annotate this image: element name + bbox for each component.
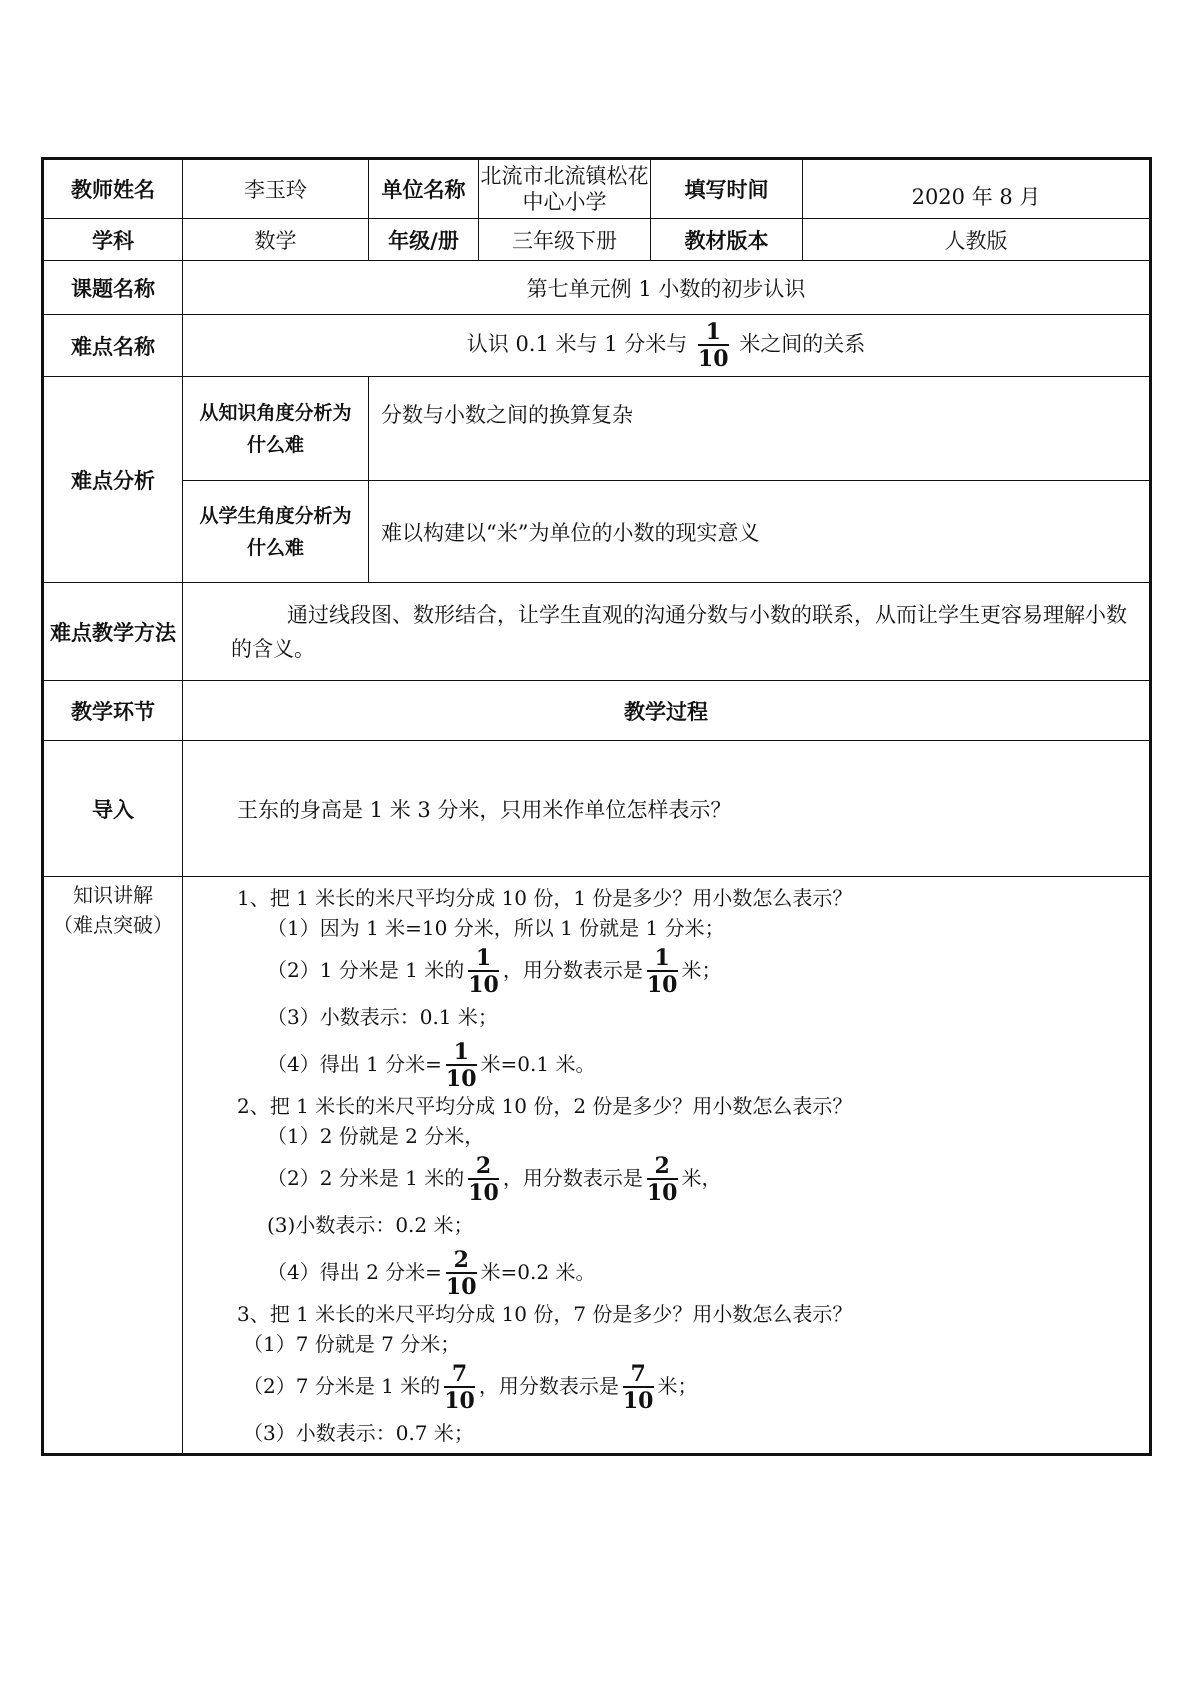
topic-label: 课题名称 <box>43 261 183 315</box>
process-content-header: 教学过程 <box>183 681 1151 741</box>
fraction-denominator: 10 <box>444 1388 475 1414</box>
topic-row <box>43 261 1151 315</box>
unit-value <box>479 159 651 219</box>
s2-fraction-c <box>446 1249 477 1298</box>
fraction-denominator: 10 <box>646 972 678 998</box>
method-label: 难点教学方法 <box>43 583 183 681</box>
grade-label: 年级/册 <box>369 219 479 261</box>
s2-step4-post: 米=0.2 米。 <box>480 1260 596 1284</box>
knowledge-label-line2: （难点突破） <box>53 913 173 937</box>
fraction-numerator: 1 <box>647 947 678 972</box>
s3-step2-mid: ，用分数表示是 <box>478 1374 619 1398</box>
s2-step3: (3)小数表示：0.2 米； <box>267 1213 474 1237</box>
knowledge-angle-line2: 什么难 <box>246 433 304 456</box>
difficulty-fraction <box>698 321 729 370</box>
lesson-plan-form <box>41 157 1149 1456</box>
date-value: 2020 年 8 月 <box>803 159 1151 219</box>
student-angle-label <box>183 481 369 583</box>
fraction-numerator: 2 <box>468 1155 499 1180</box>
s1-question: 1、把 1 米长的米尺平均分成 10 份，1 份是多少？用小数怎么表示？ <box>237 886 853 910</box>
s1-step4-pre: （4）得出 1 分米= <box>267 1052 442 1076</box>
analysis-row-student <box>43 481 1151 583</box>
fraction-denominator: 10 <box>697 346 729 372</box>
unit-value-line2: 中心小学 <box>522 190 607 214</box>
teacher-label: 教师姓名 <box>43 159 183 219</box>
s1-step4-post: 米=0.1 米。 <box>480 1052 596 1076</box>
s2-step2-pre: （2）2 分米是 1 米的 <box>267 1166 465 1190</box>
knowledge-angle-label <box>183 377 369 481</box>
fraction-denominator: 10 <box>468 972 499 998</box>
s1-fraction-c <box>446 1041 477 1090</box>
intro-row <box>43 741 1151 877</box>
method-text: 通过线段图、数形结合，让学生直观的沟通分数与小数的联系，从而让学生更容易理解小数的含义。 <box>183 583 1151 681</box>
method-row <box>43 583 1151 681</box>
header-row-2 <box>43 219 1151 261</box>
fraction-denominator: 10 <box>468 1180 499 1206</box>
edition-value: 人教版 <box>803 219 1151 261</box>
knowledge-row <box>43 877 1151 1455</box>
process-stage-header: 教学环节 <box>43 681 183 741</box>
topic-value: 第七单元例 1 小数的初步认识 <box>183 261 1151 315</box>
s3-step2-pre: （2）7 分米是 1 米的 <box>243 1374 441 1398</box>
knowledge-label-line1: 知识讲解 <box>73 883 153 907</box>
s1-step2-post: 米； <box>681 958 722 982</box>
knowledge-angle-line1: 从知识角度分析为 <box>199 401 352 424</box>
s1-step3: （3）小数表示：0.1 米； <box>267 1005 498 1029</box>
s3-step2 <box>183 1359 1149 1413</box>
s1-step2 <box>183 943 1149 997</box>
difficulty-row <box>43 315 1151 377</box>
fraction-numerator: 7 <box>444 1363 475 1388</box>
difficulty-suffix: 米之间的关系 <box>739 332 866 356</box>
s2-step2-mid: ，用分数表示是 <box>502 1166 643 1190</box>
s2-step1: （1）2 份就是 2 分米， <box>267 1124 485 1148</box>
s3-question: 3、把 1 米长的米尺平均分成 10 份，7 份是多少？用小数怎么表示？ <box>237 1302 853 1326</box>
fraction-numerator: 2 <box>647 1155 678 1180</box>
teacher-value: 李玉玲 <box>183 159 369 219</box>
knowledge-label <box>43 877 183 1455</box>
fraction-denominator: 10 <box>445 1274 477 1300</box>
s1-fraction-b <box>647 947 678 996</box>
header-row-1 <box>43 159 1151 219</box>
s3-step3: （3）小数表示：0.7 米； <box>243 1421 474 1445</box>
process-header-row <box>43 681 1151 741</box>
analysis-row-knowledge <box>43 377 1151 481</box>
difficulty-label: 难点名称 <box>43 315 183 377</box>
s2-fraction-b <box>647 1155 678 1204</box>
s2-question: 2、把 1 米长的米尺平均分成 10 份，2 份是多少？用小数怎么表示？ <box>237 1094 853 1118</box>
s3-fraction-a <box>444 1363 475 1412</box>
s1-step2-mid: ，用分数表示是 <box>502 958 643 982</box>
s2-step2 <box>183 1151 1149 1205</box>
lesson-plan-table <box>41 157 1152 1456</box>
student-angle-value: 难以构建以“米”为单位的小数的现实意义 <box>369 481 1151 583</box>
grade-value: 三年级下册 <box>479 219 651 261</box>
fraction-denominator: 10 <box>646 1180 678 1206</box>
s3-step1: （1）7 份就是 7 分米； <box>243 1332 461 1356</box>
analysis-label: 难点分析 <box>43 377 183 583</box>
s2-step4 <box>183 1245 1149 1299</box>
date-label: 填写时间 <box>651 159 803 219</box>
student-angle-line1: 从学生角度分析为 <box>199 504 352 527</box>
unit-label: 单位名称 <box>369 159 479 219</box>
fraction-denominator: 10 <box>622 1388 654 1414</box>
unit-value-line1: 北流市北流镇松花 <box>480 164 649 188</box>
intro-label: 导入 <box>43 741 183 877</box>
knowledge-content <box>183 877 1151 1455</box>
s3-step2-post: 米； <box>657 1374 698 1398</box>
s1-step4 <box>183 1037 1149 1091</box>
fraction-numerator: 1 <box>468 947 499 972</box>
edition-label: 教材版本 <box>651 219 803 261</box>
fraction-numerator: 7 <box>623 1363 654 1388</box>
s2-step2-post: 米， <box>681 1166 722 1190</box>
student-angle-line2: 什么难 <box>246 536 304 559</box>
subject-label: 学科 <box>43 219 183 261</box>
fraction-numerator: 1 <box>698 321 729 346</box>
fraction-numerator: 1 <box>446 1041 477 1066</box>
fraction-denominator: 10 <box>445 1066 477 1092</box>
s2-fraction-a <box>468 1155 499 1204</box>
difficulty-value <box>183 315 1151 377</box>
difficulty-prefix: 认识 0.1 米与 1 分米与 <box>466 332 688 356</box>
fraction-numerator: 2 <box>446 1249 477 1274</box>
s3-fraction-b <box>623 1363 654 1412</box>
intro-text: 王东的身高是 1 米 3 分米，只用米作单位怎样表示？ <box>183 741 1151 877</box>
s1-step1: （1）因为 1 米=10 分米，所以 1 份就是 1 分米； <box>267 916 725 940</box>
knowledge-angle-value: 分数与小数之间的换算复杂 <box>369 377 1151 481</box>
subject-value: 数学 <box>183 219 369 261</box>
s2-step4-pre: （4）得出 2 分米= <box>267 1260 442 1284</box>
s1-fraction-a <box>468 947 499 996</box>
s1-step2-pre: （2）1 分米是 1 米的 <box>267 958 465 982</box>
